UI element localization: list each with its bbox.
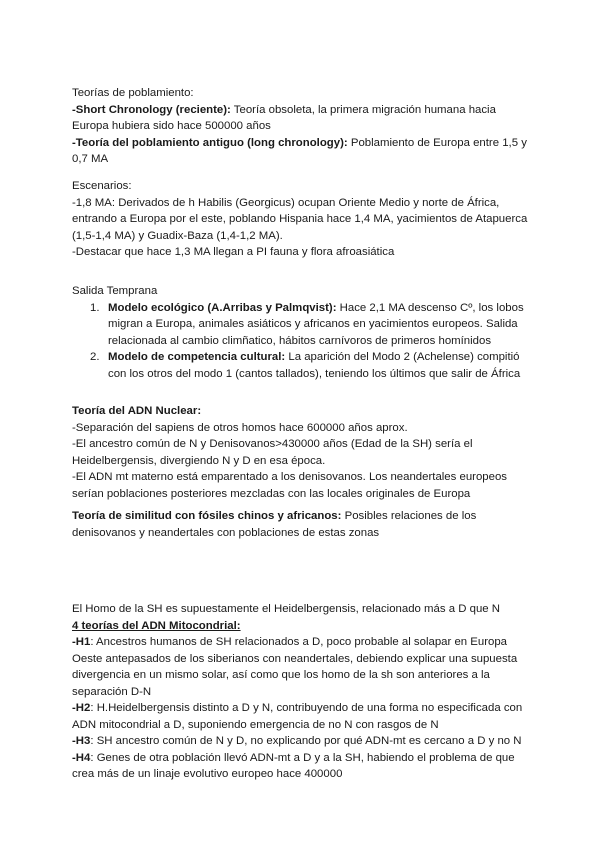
bold-term: -Teoría del poblamiento antiguo (long chronology): [72,136,348,149]
paragraph [72,700,528,733]
paragraph: -El ancestro común de N y Denisovanos>430000 años (Edad de la SH) sería el Heidelbergensis, divergiendo N y D en esa época. [72,438,473,467]
paragraph: El Homo de la SH es supuestamente el Heidelbergensis, relacionado más a D que N [72,603,501,615]
paragraph: -Destacar que hace 1,3 MA llegan a PI fauna y flora afroasiática [72,246,395,258]
bold-term: -H1 [72,636,91,648]
paragraph-text: Teoría obsoleta, la primera migración humana hacia Europa hubiera sido hace 500000 años [72,103,496,132]
paragraph-text: La aparición del Modo 2 (Achelense) compitió con los otros del modo 1 (cantos tallados), teniendo los últimos que salir de África [108,351,521,380]
section-similitud [72,508,528,541]
list-item [72,349,528,382]
paragraph-text: Posibles relaciones de los denisovanos y neandertales con poblaciones de estas zonas [72,510,477,539]
section-adn-mitocondrial [72,601,528,783]
bold-term: Modelo ecológico (A.Arribas y Palmqvist): [108,301,337,314]
section-heading [72,403,528,420]
numbered-list [72,300,528,383]
section-heading: Salida Temprana [72,285,158,297]
underlined-heading: 4 teorías del ADN Mitocondrial: [72,619,241,632]
section-adn-nuclear [72,403,528,502]
bold-term: -H3 [72,735,91,747]
paragraph-text: : H.Heidelbergensis distinto a D y N, contribuyendo de una forma no especificada con ADN mitocondrial a D, suponiendo emergencia de no N con rasgos de N [72,702,523,731]
section-poblamiento [72,85,528,168]
paragraph-text: : SH ancestro común de N y D, no explicando por qué ADN-mt es cercano a D y no N [90,735,522,747]
paragraph: -1,8 MA: Derivados de h Habilis (Georgicus) ocupan Oriente Medio y norte de África, entrando a Europa por el este, poblando Hispania hace 1,4 MA, yacimientos de Atapuerca (1,5-1,4 MA) y Guadix-Baza (1,4-1,2 MA). [72,196,528,242]
bold-term: -H4 [72,751,91,764]
paragraph-text: : Ancestros humanos de SH relacionados a D, poco probable al solapar en Europa Oeste antepasados de los siberianos con neandertales, debiendo explicar una supuesta divergencia en un mismo solar, así como que los homo de la sh son anteriores a la separación D-N [72,636,518,698]
paragraph [72,508,528,541]
list-number: 1. [90,301,100,314]
bold-term: Modelo de competencia cultural: [108,351,286,363]
section-salida-temprana [72,283,528,382]
section-escenarios [72,178,528,261]
bold-term: Teoría del ADN Nuclear: [72,405,202,417]
bold-term: -H2 [72,702,91,714]
paragraph-text: Poblamiento de Europa entre 1,5 y 0,7 MA [72,136,527,165]
paragraph [72,102,528,135]
paragraph [72,750,528,783]
paragraph [72,634,528,700]
list-number: 2. [90,351,100,363]
section-heading [72,618,528,635]
paragraph: -Separación del sapiens de otros homos hace 600000 años aprox. [72,421,408,434]
section-heading: Teorías de poblamiento: [72,87,194,99]
bold-term: Teoría de similitud con fósiles chinos y africanos: [72,510,342,522]
bold-term: -Short Chronology (reciente): [72,103,231,116]
paragraph [72,733,528,750]
paragraph: -El ADN mt materno está emparentado a los denisovanos. Los neandertales europeos serían poblaciones posteriores mezcladas con las locales originales de Europa [72,471,507,500]
section-heading: Escenarios: [72,180,132,192]
paragraph-text: Hace 2,1 MA descenso Cº, los lobos migran a Europa, animales asiáticos y africanos en yacimientos europeos. Salida relacionada al cambio climñatico, hábitos carnívoros de primeros homínidos [108,301,524,347]
paragraph [72,135,528,168]
paragraph-text: : Genes de otra población llevó ADN-mt a D y a la SH, habiendo el problema de que crea más de un linaje evolutivo europeo hace 400000 [72,751,515,780]
list-item [72,300,528,350]
